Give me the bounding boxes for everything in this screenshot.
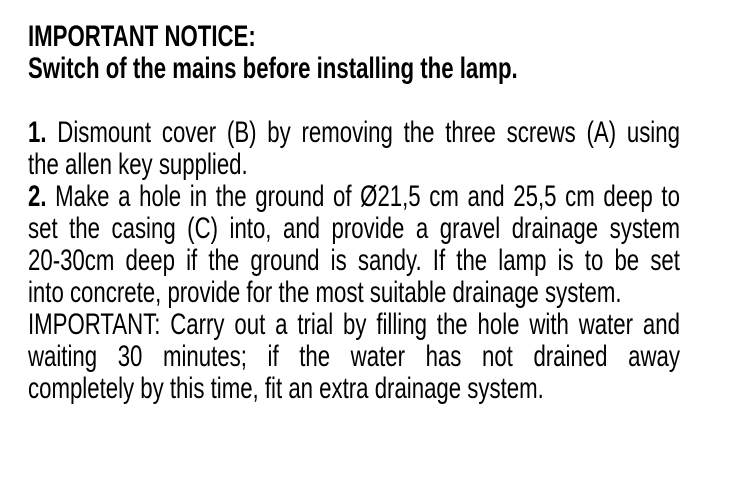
notice-heading: IMPORTANT NOTICE:	[28, 20, 256, 53]
important-note-line3: completely by this time, fit an extra drainage system.	[28, 372, 544, 405]
important-note-line2: waiting 30 minutes; if the water has not drained away	[28, 340, 680, 373]
step2-number: 2.	[28, 180, 47, 213]
step1-line2: the allen key supplied.	[28, 148, 248, 181]
notice-subheading: Switch of the mains before installing the lamp.	[28, 52, 518, 85]
step1-number: 1.	[28, 116, 47, 149]
blank-line	[28, 85, 680, 117]
step2-line1-text: Make a hole in the ground of Ø21,5 cm and 25,5 cm deep to	[55, 180, 680, 213]
notice-text-block	[28, 21, 680, 405]
important-note-line1: IMPORTANT: Carry out a trial by filling the hole with water and	[28, 308, 680, 341]
step2-line4: into concrete, provide for the most suitable drainage system.	[28, 276, 622, 309]
step1-line1-text: Dismount cover (B) by removing the three screws (A) using	[57, 116, 680, 149]
step2-line1	[28, 181, 680, 213]
step1-line1	[28, 117, 680, 149]
step2-line3: 20-30cm deep if the ground is sandy. If the lamp is to be set	[28, 244, 680, 277]
step2-line2: set the casing (C) into, and provide a gravel drainage system	[28, 212, 680, 245]
